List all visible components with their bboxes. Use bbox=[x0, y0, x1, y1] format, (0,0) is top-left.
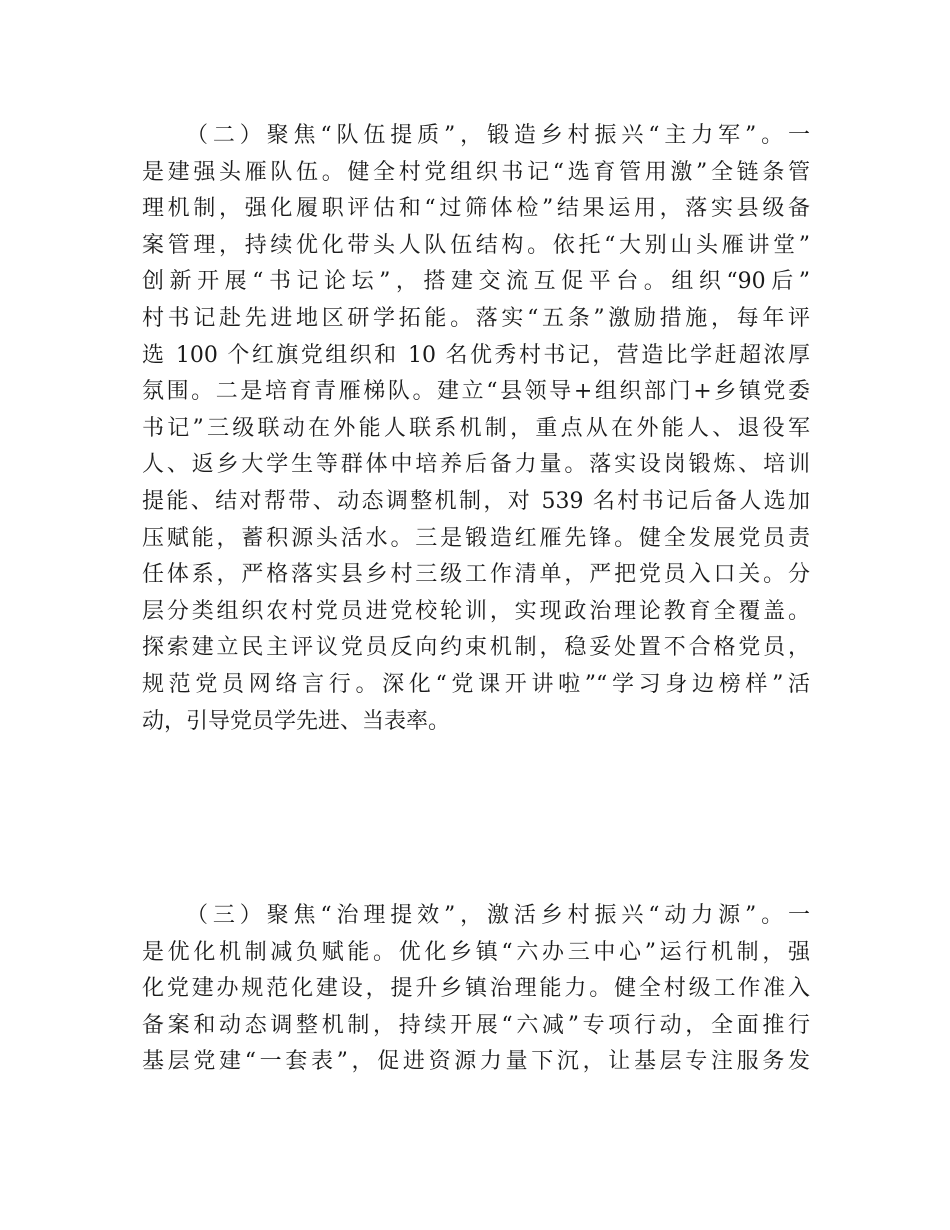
text-line: 是优化机制减负赋能。优化乡镇“六办三中心”运行机制，强 bbox=[142, 939, 810, 965]
text-line: 氛围。二是培育青雁梯队。建立“县领导+组织部门+乡镇党委 bbox=[142, 379, 810, 405]
paragraph-team-quality bbox=[142, 118, 810, 740]
text-line: 创新开展“书记论坛”，搭建交流互促平台。组织“90后” bbox=[142, 269, 810, 295]
text-line: 村书记赴先进地区研学拓能。落实“五条”激励措施，每年评 bbox=[142, 305, 810, 331]
text-line: 层分类组织农村党员进党校轮训，实现政治理论教育全覆盖。 bbox=[142, 598, 810, 624]
text-line: 压赋能，蓄积源头活水。三是锻造红雁先锋。健全发展党员责 bbox=[142, 525, 810, 551]
text-line: 任体系，严格落实县乡村三级工作清单，严把党员入口关。分 bbox=[142, 562, 810, 588]
text-line: 动，引导党员学先进、当表率。 bbox=[142, 708, 451, 734]
text-line: 书记”三级联动在外能人联系机制，重点从在外能人、退役军 bbox=[142, 415, 810, 441]
text-line: 案管理，持续优化带头人队伍结构。依托“大别山头雁讲堂” bbox=[142, 232, 810, 258]
paragraph-governance-efficiency bbox=[142, 898, 810, 1081]
text-line: 提能、结对帮带、动态调整机制，对 539 名村书记后备人选加 bbox=[142, 488, 810, 514]
text-line: 规范党员网络言行。深化“党课开讲啦”“学习身边榜样”活 bbox=[142, 671, 810, 697]
text-line: 是建强头雁队伍。健全村党组织书记“选育管用激”全链条管 bbox=[142, 159, 810, 185]
text-line: 化党建办规范化建设，提升乡镇治理能力。健全村级工作准入 bbox=[142, 976, 810, 1002]
text-line: 探索建立民主评议党员反向约束机制，稳妥处置不合格党员， bbox=[142, 635, 810, 661]
text-line: 理机制，强化履职评估和“过筛体检”结果运用，落实县级备 bbox=[142, 196, 810, 222]
text-line: 人、返乡大学生等群体中培养后备力量。落实设岗锻炼、培训 bbox=[142, 452, 810, 478]
text-line: 基层党建“一套表”，促进资源力量下沉，让基层专注服务发 bbox=[142, 1049, 810, 1075]
text-line: 备案和动态调整机制，持续开展“六减”专项行动，全面推行 bbox=[142, 1012, 810, 1038]
text-line: （二）聚焦“队伍提质”，锻造乡村振兴“主力军”。一 bbox=[186, 123, 810, 148]
text-line: （三）聚焦“治理提效”，激活乡村振兴“动力源”。一 bbox=[186, 903, 810, 928]
text-line: 选 100 个红旗党组织和 10 名优秀村书记，营造比学赶超浓厚 bbox=[142, 342, 810, 368]
